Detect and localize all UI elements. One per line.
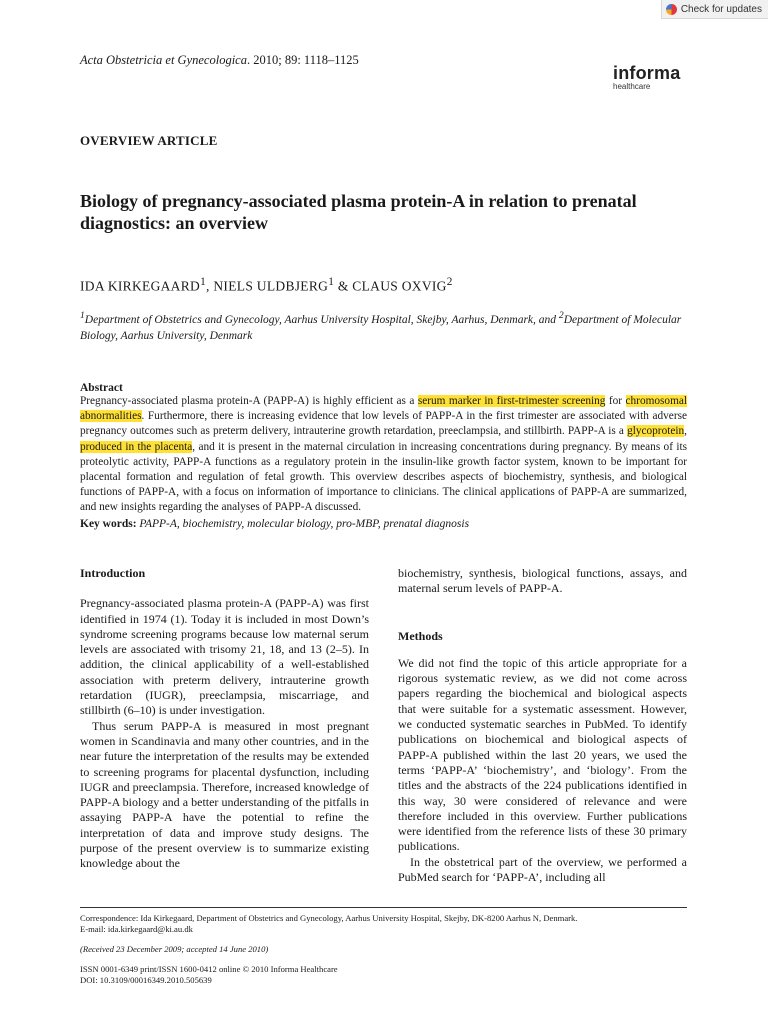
journal-name: Acta Obstetricia et Gynecologica	[80, 53, 247, 67]
journal-citation	[80, 53, 359, 68]
methods-heading: Methods	[398, 628, 443, 643]
highlight-span[interactable]: serum marker in first-trimester screening	[417, 395, 606, 407]
author-affiliation-mark: 1	[200, 276, 207, 288]
publisher-brand: informa	[613, 63, 681, 83]
abstract-text: . Furthermore, there is increasing evidence that low levels of PAPP-A in the first trimester are associated with adverse pregnancy outcomes such as preterm delivery, intrauterine growth retardation, preeclampsia, and stillbirth. PAPP-A is a	[80, 410, 687, 438]
right-column	[398, 566, 687, 885]
abstract-text: ,	[684, 425, 687, 438]
abstract-text: , and it is present in the maternal circulation in increasing concentrations during pregnancy. By means of its proteolytic activity, PAPP-A functions as a regulatory protein in the insulin-like growth factor system, known to be important for placental formation and regulation of fetal growth. This overview describes aspects of biochemistry, synthesis, and biological functions of PAPP-A, with a focus on information of importance to clinicians. The clinical applications of PAPP-A are summarized, and new insights regarding the analyses of PAPP-A discussed.	[80, 440, 687, 514]
email-link[interactable]: E-mail: ida.kirkegaard@ki.au.dk	[80, 924, 193, 934]
keywords-list: PAPP-A, biochemistry, molecular biology, pro-MBP, prenatal diagnosis	[139, 518, 470, 530]
crossmark-icon	[666, 4, 677, 15]
article-title: Biology of pregnancy-associated plasma protein-A in relation to prenatal diagnostics: an overview	[80, 191, 637, 233]
author-list	[80, 276, 453, 295]
footnotes	[80, 913, 700, 986]
check-for-updates-label: Check for updates	[680, 3, 762, 15]
abstract-text: Pregnancy-associated plasma protein-A (PAPP-A) is highly efficient as a	[80, 395, 418, 407]
methods-paragraph: In the obstetrical part of the overview, we performed a PubMed search for ‘PAPP-A’, including all	[398, 854, 687, 885]
footnote-divider	[80, 907, 687, 908]
affiliation-text: Department of Obstetrics and Gynecology, Aarhus University Hospital, Skejby, Aarhus, Denmark, and	[84, 313, 559, 326]
author-name: NIELS ULDBJERG	[213, 278, 329, 294]
author-name: CLAUS OXVIG	[352, 278, 447, 294]
article-type: OVERVIEW ARTICLE	[80, 133, 218, 148]
affiliations	[80, 308, 690, 344]
author-separator: ,	[206, 278, 214, 294]
abstract-heading: Abstract	[80, 382, 123, 394]
author-separator: &	[334, 278, 353, 294]
affiliation-text: Department of Molecular Biology, Aarhus University, Denmark	[80, 313, 682, 342]
highlight-span[interactable]: glycoprotein	[627, 425, 685, 438]
abstract-body	[80, 394, 687, 516]
affiliation-mark: 2	[558, 310, 564, 321]
author-affiliation-mark: 2	[446, 276, 453, 288]
introduction-continued: biochemistry, synthesis, biological functions, assays, and maternal serum levels of PAPP-A.	[398, 566, 687, 596]
introduction-heading: Introduction	[80, 566, 146, 580]
doi-link[interactable]: DOI: 10.3109/00016349.2010.505639	[80, 975, 212, 985]
correspondence-note: Correspondence: Ida Kirkegaard, Department of Obstetrics and Gynecology, Aarhus University Hospital, Skejby, DK-8200 Aarhus N, Denmark.	[80, 913, 578, 923]
journal-volume: . 2010; 89: 1118–1125	[246, 53, 359, 67]
received-dates: (Received 23 December 2009; accepted 14 June 2010)	[80, 944, 269, 954]
author-affiliation-mark: 1	[328, 276, 335, 288]
methods-paragraph: We did not find the topic of this article appropriate for a rigorous systematic review, as we did not come across papers regarding the biochemical and biological aspects that were suitable for a systematic assessment. However, we conducted systematic searches in PubMed. To identify publications on biochemical and biological aspects of PAPP-A published within the last 20 years, we used the terms ‘PAPP-A’ ‘biochemistry’, and ‘biology’. From the titles and the abstracts of the 224 publications identified in this way, 30 were considered of relevance and were therefore included in this overview. Further publications were identified from the reference lists of these 30 primary publications.	[398, 655, 687, 854]
keywords	[80, 518, 690, 530]
publisher-sub: healthcare	[613, 82, 651, 91]
check-for-updates-button[interactable]	[661, 0, 768, 19]
issn-line: ISSN 0001-6349 print/ISSN 1600-0412 online © 2010 Informa Healthcare	[80, 964, 338, 974]
left-column	[80, 566, 369, 872]
introduction-paragraph: Pregnancy-associated plasma protein-A (PAPP-A) was first identified in 1974 (1). Today it is included in most Down’s syndrome screening programs because low maternal serum levels are associated with trisomy 21, 18, and 13 (2–5). In addition, the clinical applicability of a well-established association with preterm delivery, intrauterine growth retardation (IUGR), preeclampsia, miscarriage, and stillbirth (6–10) is under investigation.	[80, 596, 369, 718]
highlight-span[interactable]: produced in the placenta	[80, 440, 193, 453]
affiliation-mark: 1	[80, 310, 85, 321]
introduction-paragraph: Thus serum PAPP-A is measured in most pregnant women in Scandinavia and many other countries, and in the near future the interpretation of the results may be extended to screening programs for placental dysfunction, including IUGR and preeclampsia. Therefore, increased knowledge of PAPP-A biology and a better understanding of the pitfalls in assaying PAPP-A have the potential to refine the interpretation of data and improve study designs. The purpose of the present overview is to summarize existing knowledge about the	[80, 718, 369, 871]
abstract-text: for	[605, 395, 626, 407]
keywords-label: Key words:	[80, 518, 140, 530]
publisher-logo	[613, 64, 680, 91]
highlight-span[interactable]: chromosomal abnormalities	[80, 395, 688, 423]
author-name: IDA KIRKEGAARD	[80, 278, 201, 294]
